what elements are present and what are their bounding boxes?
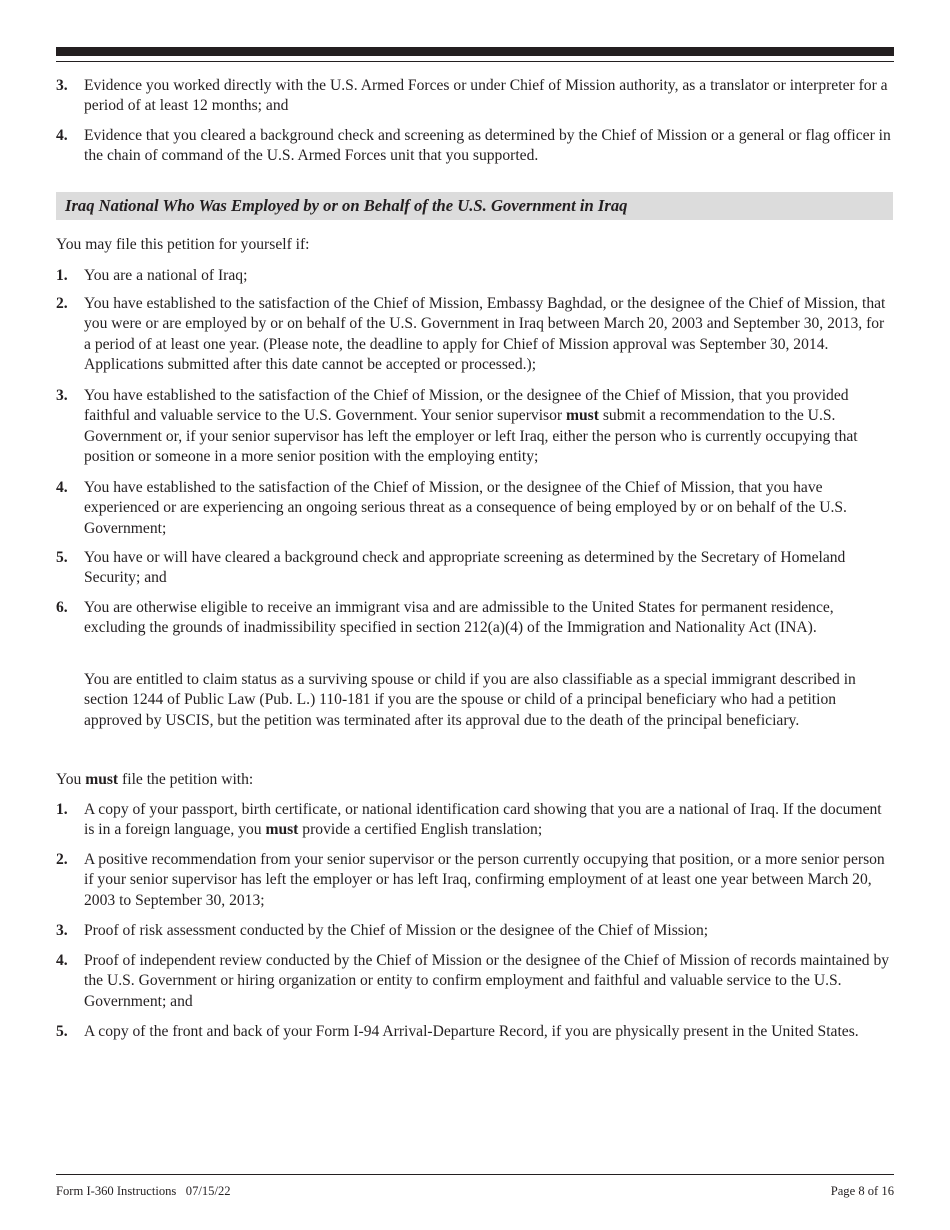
- list-item: [56, 294, 894, 376]
- item-number: 3.: [56, 77, 68, 94]
- item-text: You have established to the satisfaction of the Chief of Mission, Embassy Baghdad, or the designee of the Chief of Mission, that you were or are employed by or on behalf of the U.S. Government in Iraq between March 20, 2003 and September 30, 2013, for a period of at least one year. (Please note, the deadline to apply for Chief of Mission approval was September 30, 2014. Applications submitted after this date cannot be accepted or processed.);: [84, 295, 886, 374]
- list-item: [56, 126, 894, 167]
- list-item: [56, 1022, 894, 1042]
- emphasis-must: must: [566, 407, 599, 425]
- note-text: You are entitled to claim status as a surviving spouse or child if you are also classifiable as a special immigrant described in section 1244 of Public Law (Pub. L.) 110-181 if you are the spouse or child of a principal beneficiary who had a petition approved by USCIS, but the petition was terminated after its approval due to the death of the principal beneficiary.: [84, 671, 856, 729]
- item-number: 4.: [56, 127, 68, 144]
- must-intro: [56, 770, 894, 790]
- item-number: 1.: [56, 801, 68, 818]
- item-number: 5.: [56, 549, 68, 566]
- list-item: [56, 478, 894, 539]
- item-text: You have or will have cleared a background check and appropriate screening as determined by the Secretary of Homeland Security; and: [84, 549, 846, 587]
- surviving-spouse-note: [56, 670, 894, 731]
- header-thin-rule: [56, 61, 894, 62]
- item-text: [84, 386, 894, 468]
- text-run: provide a certified English translation;: [298, 821, 543, 839]
- item-number: 3.: [56, 387, 68, 404]
- text-run: file the petition with:: [118, 771, 254, 788]
- list-item: [56, 598, 894, 639]
- list-item: [56, 386, 894, 468]
- header-thick-rule: [56, 47, 894, 56]
- footer-edition-date: 07/15/22: [185, 1184, 231, 1198]
- list-item: [56, 951, 894, 1012]
- list-item: [56, 266, 894, 286]
- text-run: A copy of your passport, birth certificate, or national identification card showing that you are a national of Iraq. If the document is in a foreign language, you: [84, 801, 882, 839]
- item-text: Proof of independent review conducted by the Chief of Mission or the designee of the Chief of Mission of records maintained by the U.S. Government or hiring organization or entity to confirm employment and faithful and valuable service to the U.S. Government; and: [84, 952, 890, 1010]
- item-text: [84, 800, 894, 841]
- list-item: [56, 548, 894, 589]
- item-number: 2.: [56, 851, 68, 868]
- list-item: [56, 921, 894, 941]
- item-text: Evidence you worked directly with the U.S. Armed Forces or under Chief of Mission authority, as a translator or interpreter for a period of at least 12 months; and: [84, 77, 888, 115]
- section-heading: Iraq National Who Was Employed by or on Behalf of the U.S. Government in Iraq: [65, 196, 628, 215]
- list-item: [56, 850, 894, 911]
- item-number: 6.: [56, 599, 68, 616]
- footer-rule: [56, 1174, 894, 1175]
- footer-form-name: Form I-360 Instructions: [56, 1184, 177, 1198]
- item-number: 1.: [56, 267, 68, 284]
- intro-text: You may file this petition for yourself if:: [56, 236, 310, 253]
- item-text: A copy of the front and back of your Form I-94 Arrival-Departure Record, if you are physically present in the United States.: [84, 1023, 859, 1040]
- text-run: You: [56, 771, 86, 788]
- footer-form-info: [56, 1183, 231, 1199]
- item-text: Proof of risk assessment conducted by the Chief of Mission or the designee of the Chief of Mission;: [84, 922, 709, 939]
- item-text: You are otherwise eligible to receive an immigrant visa and are admissible to the United States for permanent residence, excluding the grounds of inadmissibility specified in section 212(a)(4) of the Immigration and Nationality Act (INA).: [84, 599, 834, 637]
- item-number: 5.: [56, 1023, 68, 1040]
- emphasis-must: must: [265, 821, 299, 839]
- text-run: You have established to the satisfaction of the Chief of Mission, or the designee of the Chief of Mission, that you provided faithful and valuable service to the U.S. Government. Your senior supervisor: [84, 387, 849, 425]
- footer-page-number: Page 8 of 16: [830, 1184, 894, 1198]
- item-number: 4.: [56, 479, 68, 496]
- item-number: 4.: [56, 952, 68, 969]
- item-number: 3.: [56, 922, 68, 939]
- section-heading-band: [56, 192, 893, 220]
- text-run: submit a recommendation to the U.S. Government or, if your senior supervisor has left the employer or left Iraq, either the person who is currently occupying that position or someone in a more senior position with the employing entity;: [84, 407, 858, 466]
- list-item: [56, 800, 894, 841]
- item-text: Evidence that you cleared a background check and screening as determined by the Chief of Mission or a general or flag officer in the chain of command of the U.S. Armed Forces unit that you supported.: [84, 127, 891, 165]
- list-item: [56, 76, 894, 117]
- item-text: A positive recommendation from your senior supervisor or the person currently occupying that position, or a more senior person if your senior supervisor has left the employer or has left Iraq, confirming employment of at least one year between March 20, 2003 to September 30, 2013;: [84, 851, 885, 909]
- emphasis-must: must: [85, 771, 119, 788]
- item-text: You have established to the satisfaction of the Chief of Mission, or the designee of the Chief of Mission, that you have experienced or are experiencing an ongoing serious threat as a consequence of being employed by or on behalf of the U.S. Government;: [84, 479, 847, 537]
- item-text: You are a national of Iraq;: [84, 267, 248, 284]
- item-number: 2.: [56, 295, 68, 312]
